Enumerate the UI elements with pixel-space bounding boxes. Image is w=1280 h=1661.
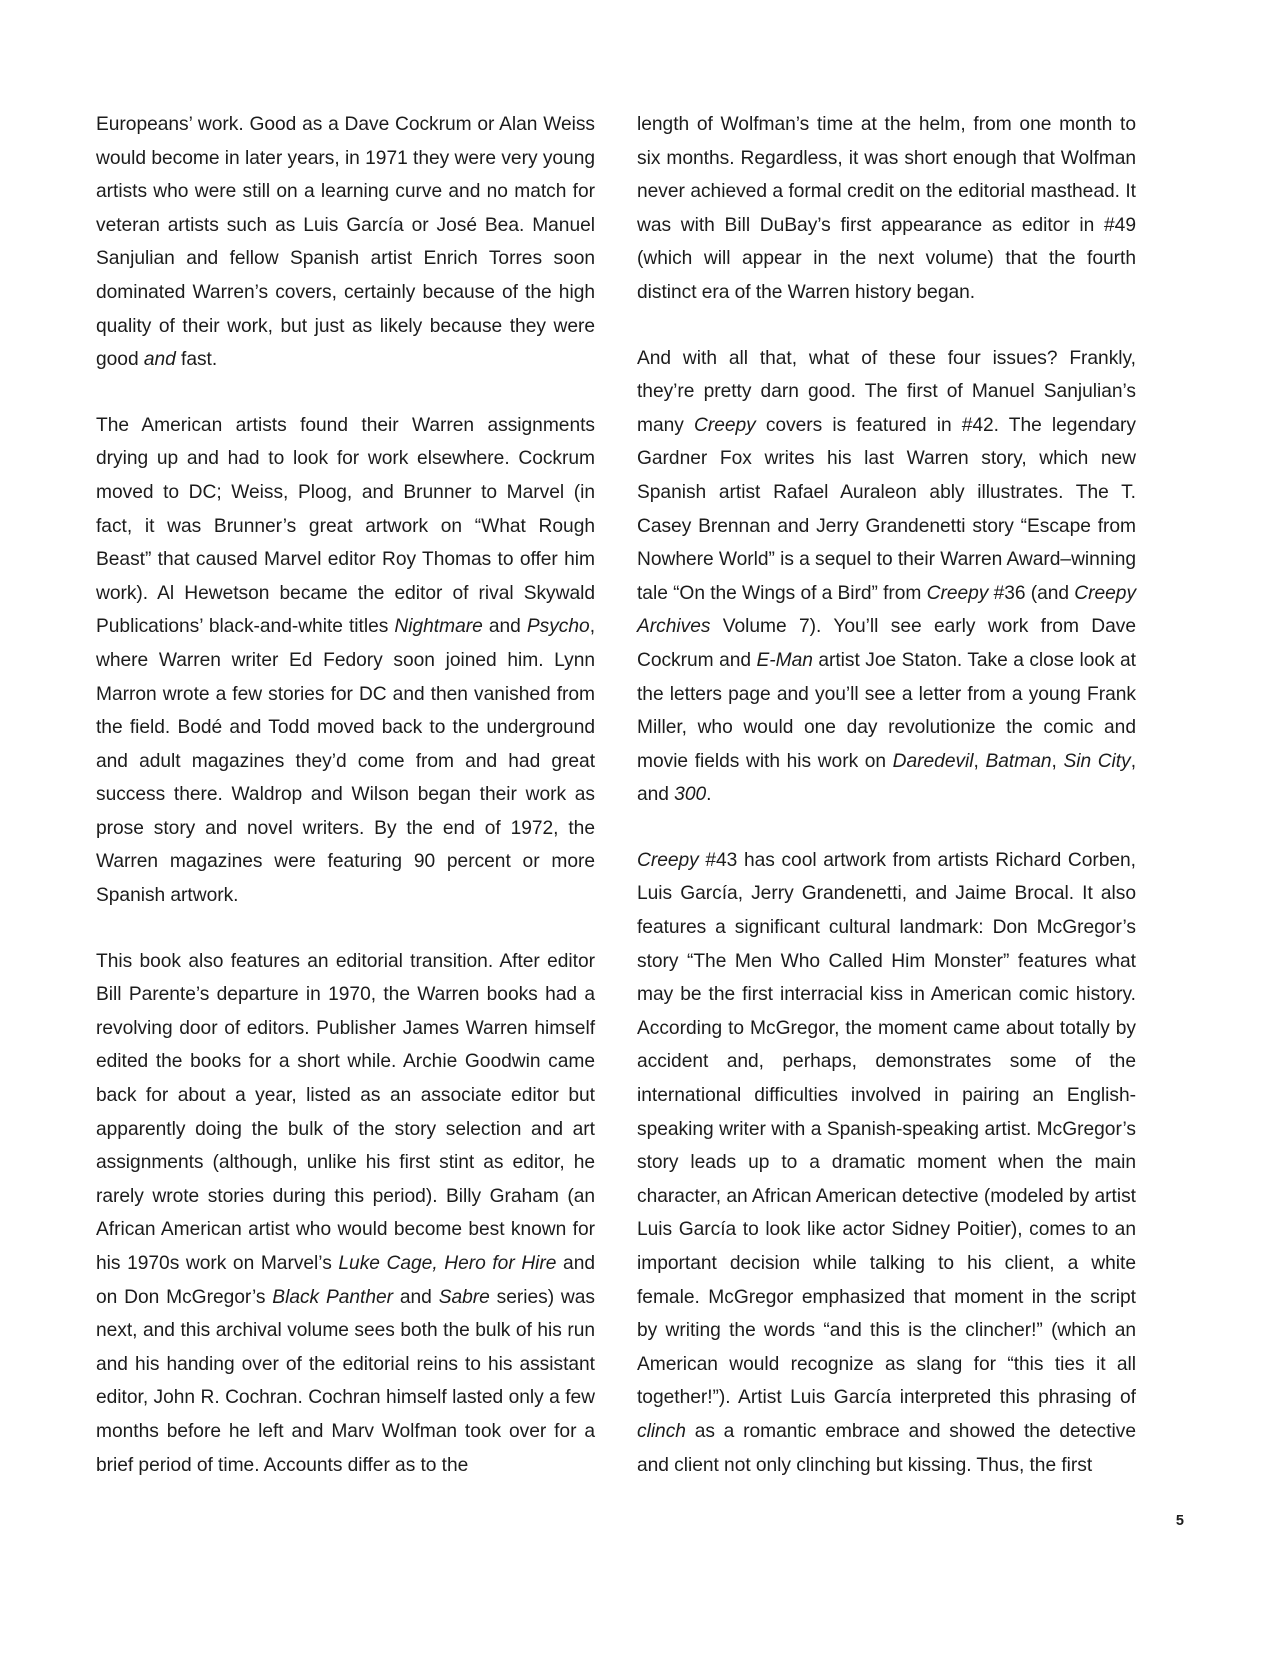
italic-title-text: Sin City (1063, 750, 1131, 772)
body-text: Europeans’ work. Good as a Dave Cockrum or Alan Weiss would become in later years, in 1971 they were very young artists who were still on a learning curve and no match for veteran artists such as Luis García or José Bea. Manuel Sanjulian and fellow Spanish artist Enrich Torres soon dominated Warren’s covers, certainly because of the high quality of their work, but just as likely because they were good (96, 114, 595, 371)
italic-title-text: Creepy Archives (637, 582, 1137, 638)
italic-title-text: Batman (985, 750, 1052, 772)
body-text: , and (637, 750, 1136, 806)
italic-title-text: Creepy (637, 849, 699, 871)
body-text: and (482, 616, 527, 638)
body-text: , (973, 750, 986, 772)
body-text: This book also features an editorial transition. After editor Bill Parente’s departure in 1970, the Warren books had a revolving door of editors. Publisher James Warren himself edited the books for a short while. Archie Goodwin came back for about a year, listed as an associate editor but apparently doing the bulk of the story selection and art assignments (although, unlike his first stint as editor, he rarely wrote stories during this period). Billy Graham (an African American artist who would become best known for his 1970s work on Marvel’s (96, 950, 595, 1274)
body-text: and (393, 1286, 439, 1308)
body-text: , where Warren writer Ed Fedory soon joined him. Lynn Marron wrote a few stories for DC and then vanished from the field. Bodé and Todd moved back to the underground and adult magazines they’d come from and had great success there. Waldrop and Wilson began their work as prose story and novel writers. By the end of 1972, the Warren magazines were featuring 90 percent or more Spanish artwork. (96, 616, 595, 907)
italic-title-text: Creepy (926, 582, 989, 604)
body-text: artist Joe Staton. Take a close look at the letters page and you’ll see a letter from a young Frank Miller, who would one day revolutionize the comic and movie fields with his work on (637, 649, 1136, 772)
body-text: #36 (and (988, 582, 1075, 604)
body-text: series) was next, and this archival volume sees both the bulk of his run and his handing over of the editorial reins to his assistant editor, John R. Cochran. Cochran himself lasted only a few months before he left and Marv Wolfman took over for a brief period of time. Accounts differ as to the (96, 1286, 595, 1476)
italic-title-text: Sabre (438, 1286, 490, 1308)
body-text: . (706, 784, 712, 806)
paragraph (637, 108, 1136, 310)
italic-title-text: E-Man (756, 649, 813, 671)
italic-title-text: Creepy (693, 414, 756, 436)
body-text: Volume 7). You’ll see early work from Dave Cockrum and (637, 616, 1136, 671)
paragraph (96, 108, 595, 377)
right-text-column (637, 108, 1136, 1482)
two-column-text-body (96, 108, 1136, 1482)
body-text: covers is featured in #42. The legendary Gardner Fox writes his last Warren story, which new Spanish artist Rafael Auraleon ably illustrates. The T. Casey Brennan and Jerry Grandenetti story “Escape from Nowhere World” is a sequel to their Warren Award–winning tale “On the Wings of a Bird” from (637, 414, 1136, 604)
italic-title-text: and (143, 349, 176, 371)
paragraph (637, 844, 1136, 1482)
body-text: fast. (175, 349, 218, 371)
paragraph (96, 409, 595, 913)
body-text: and on Don McGregor’s (96, 1253, 596, 1308)
left-text-column (96, 108, 595, 1482)
body-text: as a romantic embrace and showed the detective and client not only clinching but kissing. Thus, the first (637, 1420, 1136, 1476)
body-text: , (1051, 750, 1064, 772)
italic-title-text: Daredevil (892, 750, 974, 772)
body-text: #43 has cool artwork from artists Richard Corben, Luis García, Jerry Grandenetti, and Jaime Brocal. It also features a significant cultural landmark: Don McGregor’s story “The Men Who Called Him Monster” features what may be the first interracial kiss in American comic history. According to McGregor, the moment came about totally by accident and, perhaps, demonstrates some of the international difficulties involved in pairing an English-speaking writer with a Spanish-speaking artist. McGregor’s story leads up to a dramatic moment when the main character, an African American detective (modeled by artist Luis García to look like actor Sidney Poitier), comes to an important decision while talking to his client, a white female. McGregor emphasized that moment in the script by writing the words “and this is the clincher!” (which an American would recognize as slang for “this ties it all together!”). Artist Luis García interpreted this phrasing of (637, 849, 1136, 1409)
paragraph (96, 945, 595, 1483)
body-text: And with all that, what of these four issues? Frankly, they’re pretty darn good. The first of Manuel Sanjulian’s many (637, 347, 1136, 436)
italic-title-text: 300 (674, 784, 707, 806)
italic-title-text: Psycho (526, 616, 590, 638)
paragraph (637, 342, 1136, 812)
page-number: 5 (1175, 1513, 1184, 1529)
italic-title-text: clinch (637, 1420, 686, 1442)
body-text: The American artists found their Warren assignments drying up and had to look for work elsewhere. Cockrum moved to DC; Weiss, Ploog, and Brunner to Marvel (in fact, it was Brunner’s great artwork on “What Rough Beast” that caused Marvel editor Roy Thomas to offer him work). Al Hewetson became the editor of rival Skywald Publications’ black-and-white titles (96, 414, 595, 638)
italic-title-text: Luke Cage, Hero for Hire (338, 1253, 557, 1274)
italic-title-text: Black Panther (272, 1286, 394, 1308)
body-text: length of Wolfman’s time at the helm, from one month to six months. Regardless, it was short enough that Wolfman never achieved a formal credit on the editorial masthead. It was with Bill DuBay’s first appearance as editor in #49 (which will appear in the next volume) that the fourth distinct era of the Warren history began. (637, 114, 1136, 303)
italic-title-text: Nightmare (394, 616, 483, 638)
